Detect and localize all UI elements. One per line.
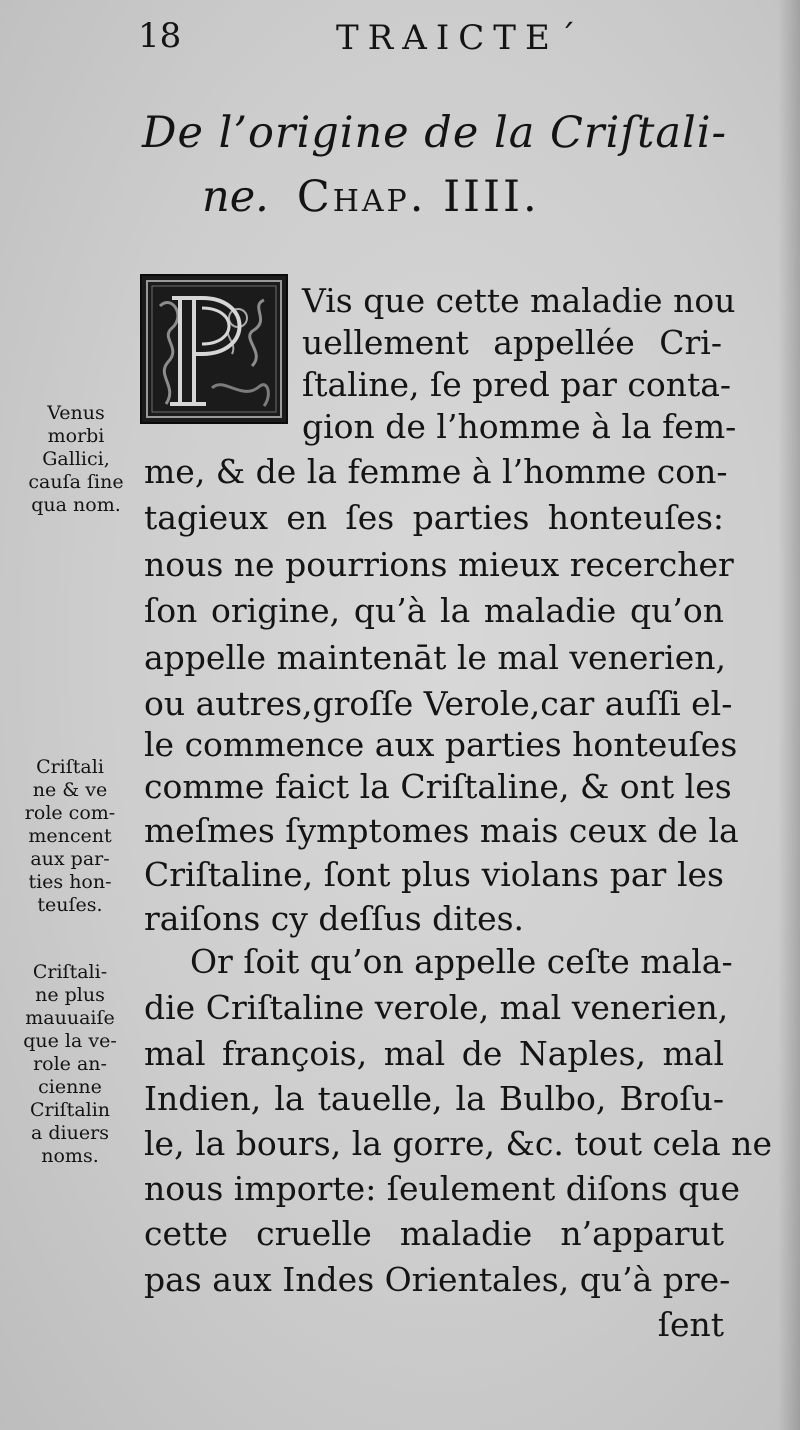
margin-note-line: role an- xyxy=(33,1053,107,1075)
margin-note-line: aux par- xyxy=(30,848,110,870)
margin-note-line: Criſtalin xyxy=(29,1099,111,1121)
text-line: die Criſtaline verole, mal venerien, xyxy=(144,988,729,1027)
text-line: tagieux en ſes parties honteuſes: xyxy=(144,498,724,537)
margin-note-line: Criſtali- xyxy=(32,961,108,983)
margin-note-line: ne & ve xyxy=(32,779,108,801)
margin-note-line: Venus xyxy=(47,402,105,424)
text-line: pas aux Indes Orientales, qu’à pre- xyxy=(144,1260,731,1299)
text-line: cette cruelle maladie n’apparut xyxy=(144,1214,724,1253)
text-line: Indien, la tauelle, la Bulbo, Broſu- xyxy=(144,1079,724,1118)
margin-note-line: mauuaiſe xyxy=(25,1007,115,1029)
margin-note-line: Criſtali xyxy=(36,756,104,778)
text-line: uellement appellée Cri- xyxy=(302,323,722,362)
text-line: nous ne pourrions mieux recercher xyxy=(144,545,734,584)
margin-note xyxy=(14,756,126,917)
text-line: le commence aux parties honteuſes xyxy=(144,725,738,764)
text-line: ſon origine, qu’à la maladie qu’on xyxy=(144,591,724,630)
margin-note-line: morbi xyxy=(47,425,105,447)
margin-note-line: noms. xyxy=(41,1145,99,1167)
margin-note-line: ties hon- xyxy=(28,871,112,893)
chapter-title-continuation: ne. xyxy=(202,172,269,222)
text-line: Or ſoit qu’on appelle ceſte mala- xyxy=(190,942,733,981)
text-line: meſmes ſymptomes mais ceux de la xyxy=(144,811,739,850)
margin-note xyxy=(14,961,126,1168)
chapter-number: Chap. IIII. xyxy=(296,172,540,222)
margin-note-line: teuſes. xyxy=(37,894,103,916)
text-line: Vis que cette maladie nou xyxy=(302,281,736,320)
margin-note-line: ne plus xyxy=(35,984,105,1006)
text-line: comme faict la Criſtaline, & ont les xyxy=(144,767,732,806)
margin-note-line: Gallici, xyxy=(42,448,110,470)
text-line: le, la bours, la gorre, &c. tout cela ne xyxy=(144,1124,772,1163)
margin-note-line: role com- xyxy=(24,802,116,824)
chapter-title-line-1: De l’origine de la Criſtali- xyxy=(142,108,728,158)
text-line: nous importe: ſeulement diſons que xyxy=(144,1169,741,1208)
margin-note-line: cienne xyxy=(38,1076,102,1098)
text-line: appelle maintenāt le mal venerien, xyxy=(144,638,726,677)
margin-note xyxy=(20,402,132,517)
running-title: TRAICTE´ xyxy=(336,18,585,58)
margin-note-line: cauſa ſine xyxy=(28,471,124,493)
text-line: me, & de la femme à l’homme con- xyxy=(144,452,728,491)
margin-note-line: mencent xyxy=(28,825,112,847)
text-line: mal françois, mal de Naples, mal xyxy=(144,1034,724,1073)
margin-note-line: a diuers xyxy=(31,1122,109,1144)
page-number: 18 xyxy=(138,16,182,56)
margin-note-line: que la ve- xyxy=(23,1030,117,1052)
text-line: ou autres,groſſe Verole,car auſſi el- xyxy=(144,684,733,723)
margin-note-line: qua nom. xyxy=(31,494,121,516)
text-line: ſtaline, ſe pred par conta- xyxy=(302,365,732,404)
text-line: Criſtaline, ſont plus violans par les xyxy=(144,855,724,894)
catchword: ſent xyxy=(657,1305,724,1344)
text-line: gion de l’homme à la fem- xyxy=(302,407,737,446)
text-line: raiſons cy deſſus dites. xyxy=(144,899,525,938)
